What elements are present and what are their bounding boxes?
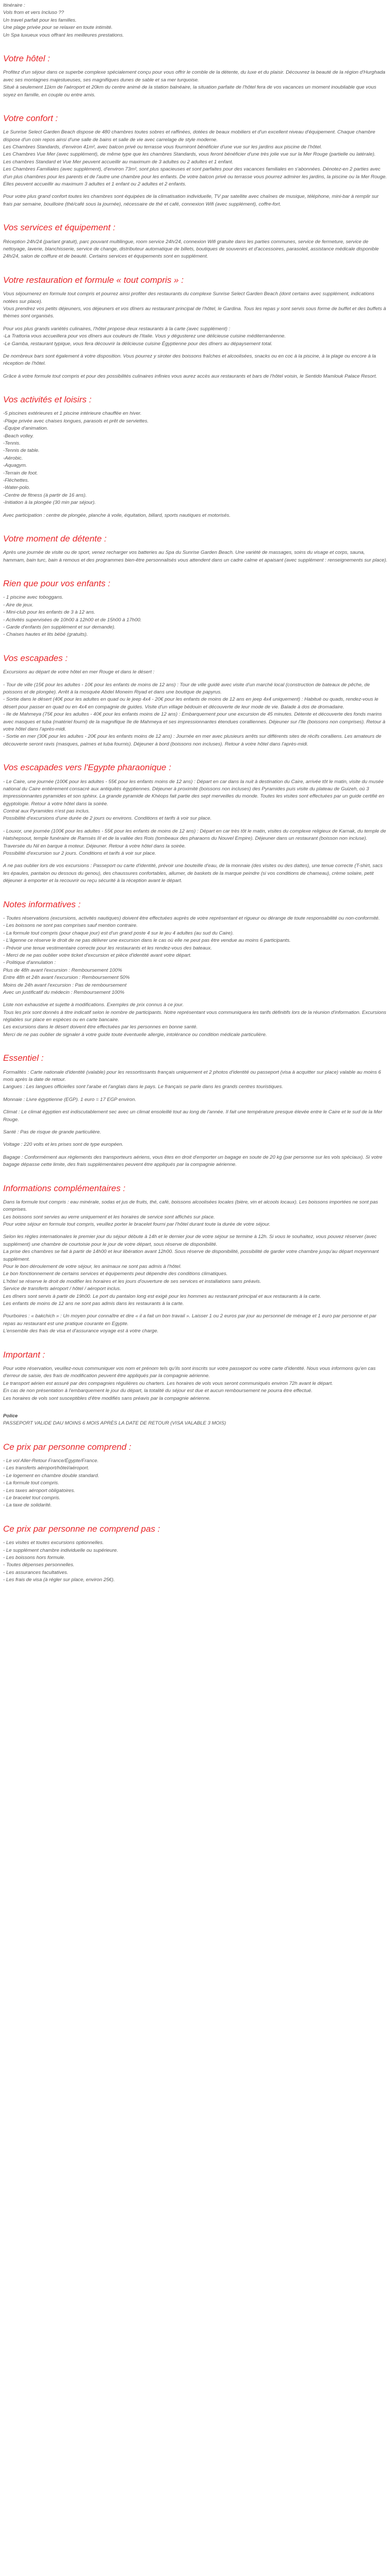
text-line: -Fléchettes. (3, 477, 29, 483)
text-line: Réception 24h/24 (parlant gratuit), parc pouvant multilingue, room service 24h/24, connexion Wifi gratuite dans les parties communes, service de fermeture, service de nettoyage, laverie, blanchisserie, service de change, distributeur automatique de billets, boutiques de souvenirs et d'accessoires, parasoleil, assistance médicale disponible 24h/24, salon de coiffure et de beauté. Certains services et équipements sont en supplément. (3, 239, 379, 260)
text-line: PASSEPORT VALIDE DAU MOINS 6 MOIS APRÈS LA DATE DE RETOUR (VISA VALABLE 3 MOIS) (3, 1420, 226, 1427)
text-line: - Sortie dans le désert (40€ pour les adultes en quad ou le jeep 4x4 - 20€ pour les enfants de moins de 12 ans en jeep 4x4 uniquement) : Habitué ou quads, rendez-vous le désert pour passer en quad ou en 4x4 en compagnie de guides. Visite d'un village bédouin et découverte de leur mode de vie. Balade à dos de dromadaire. (3, 697, 379, 710)
section-title: Votre confort : (3, 113, 58, 123)
paragraph (3, 1313, 388, 1335)
text-line: Les horaires de vols sont susceptibles d'être modifiés sans préavis par la compagnie aérienne. (3, 1395, 211, 1401)
text-line: Contrat aux Pyramides n'est pas inclus. (3, 808, 90, 815)
paragraph (3, 1069, 388, 1091)
text-line: - Les taxes aéroport obligatoires. (3, 1487, 75, 1494)
text-line: -Beach volley. (3, 433, 34, 439)
intro-line: Vols from et vers Incluso ?? (3, 10, 64, 16)
section-title: Important : (3, 1349, 45, 1360)
text-line: Service de transferts aéroport / hôtel / aéroport inclus. (3, 1286, 121, 1292)
text-line: En cas de non présentation à l'embarquement le jour du départ, la totalité du séjour est due et aucun remboursement ne pourra être effectué. (3, 1388, 313, 1394)
paragraph (3, 828, 388, 858)
text-line: -Water-polo. (3, 485, 30, 491)
text-line: La prise des chambres se fait à partir de 14h00 et leur libération avant 12h00. Sous réserve de disponibilité, possibilité de garder votre chambre jusqu'au départ moyennant supplément. (3, 1249, 379, 1262)
section-title: Votre moment de détente : (3, 533, 107, 544)
text-line: Pour votre séjour en formule tout compris, veuillez porter le bracelet fourni par l'hôtel durant toute la durée de votre séjour. (3, 1222, 271, 1228)
paragraph (3, 915, 388, 996)
text-line: Les Chambres Vue Mer (avec supplément), de même type que les chambres Standards, vous feront bénéficier d'une très jolie vue sur la Mer Rouge (partielle ou latérale). (3, 151, 376, 158)
paragraph (3, 410, 388, 506)
text-line: - Mini-club pour les enfants de 3 à 12 ans. (3, 609, 95, 616)
text-line: Avec un justificatif du médecin : Remboursement 100% (3, 989, 124, 995)
text-line: Les Chambres Standards, d'environ 41m², avec balcon privé ou terrasse vous fourniront bénéficier d'une vue sur les jardins aux piscine de l'hôtel. (3, 144, 322, 150)
paragraph (3, 1233, 388, 1308)
text-line: Les chambres Standard et Vue Mer peuvent accueillir au maximum de 3 adultes ou 2 adultes et 1 enfant. (3, 159, 234, 165)
text-line: -La Trattoria vous accueillera pour vos dîners aux couleurs de l'Italie. Vous y dégusterez une délicieuse cuisine méditerranéenne. (3, 333, 286, 340)
text-line: Dans la formule tout compris : eau minérale, sodas et jus de fruits, thé, café, boissons alcoolisées locales (bière, vin et alcools locaux). Les boissons importées ne sont pas comprises. (3, 1199, 378, 1213)
text-line: -5 piscines extérieures et 1 piscine intérieure chauffée en hiver. (3, 411, 142, 417)
paragraph (3, 1365, 388, 1402)
text-line: Liste non exhaustive et sujette à modifications. Exemples de prix connus à ce jour. (3, 1002, 184, 1008)
paragraph (3, 1154, 388, 1169)
section-title: Ce prix par personne ne comprend pas : (3, 1523, 160, 1534)
text-line: Possibilité d'excursion sur 2 jours. Conditions et tarifs à voir sur place. (3, 851, 156, 857)
section (3, 1413, 388, 1428)
text-line: Pour le bon déroulement de votre séjour, les animaux ne sont pas admis à l'hôtel. (3, 1264, 182, 1270)
section (3, 113, 388, 208)
text-line: - Le Caire, une journée (100€ pour les adultes - 55€ pour les enfants moins de 12 ans) : Départ en car dans la nuit à destination du Caire, arrivée tôt le matin, visite du musée national du Caire entièrement consacré aux antiquités égyptiennes. Déjeuner à proximité (boissons non incluses) des Pyramides puis visite du plateau de Guizeh, où 3 impressionnantes pyramides et son sphinx. La grande pyramide de Khéops fait partie des sept merveilles du monde. Toutes les visites sont effectuées par un guide certifié en égyptologie. Retour à votre hôtel dans la soirée. (3, 778, 384, 807)
text-line: - Toutes dépenses personnelles. (3, 1562, 75, 1568)
text-line: - Toutes réservations (excursions, activités nautiques) doivent être effectuées auprès de votre représentant et rigueur ou dérange de toute responsabilité ou non-conformité. (3, 915, 380, 921)
text-line: Bagage : Conformément aux règlements des transporteurs aériens, vous êtes en droit d'emporter un bagage en soute de 20 kg (par personne sur les vols spéciaux). Si votre bagage dépasse cette limite, des frais supplémentaires peuvent être appliqués par la compagnie aérienne. (3, 1154, 383, 1168)
text-line: Santé : Pas de risque de grande particulière. (3, 1129, 101, 1135)
paragraph (3, 669, 388, 676)
text-line: - La formule tout compris. (3, 1480, 59, 1486)
text-line: -Tennis. (3, 440, 21, 447)
text-line: Avec participation : centre de plongée, planche à voile, équitation, billard, sports nautiques et motorisés. (3, 512, 231, 518)
paragraph (3, 373, 388, 380)
text-line: Pour vos plus grands variétés culinaires, l'hôtel propose deux restaurants à la carte (avec supplément) : (3, 326, 231, 332)
text-line: - Les visites et toutes excursions optionnelles. (3, 1540, 104, 1546)
section (3, 1053, 388, 1168)
text-line: - Les boissons hors formule. (3, 1554, 66, 1561)
section (3, 900, 388, 1039)
text-line: - Le supplément chambre individuelle ou supérieure. (3, 1547, 118, 1553)
text-line: Les boissons sont servies au verre uniquement et les horaires de service sont affichés sur place. (3, 1214, 215, 1220)
section-title: Police (3, 1413, 18, 1419)
section-title: Vos escapades vers l'Egypte pharaonique : (3, 762, 171, 773)
text-line: - Prévoir une tenue vestimentaire correcte pour les restaurants et les rendez-vous des bateaux. (3, 945, 212, 951)
text-line: - Sortie en mer (30€ pour les adultes - 20€ pour les enfants moins de 12 ans) : Journée en mer avec plusieurs arrêts sur différents sites de récifs coralliens. Les amateurs de découverte seront ravis (masques, palmes et tuba fournis). Déjeuner à bord (boissons non incluses). Retour à votre hôtel dans l'après-midi. (3, 734, 382, 747)
text-line: - Activités supervisées de 10h00 à 12h00 et de 15h00 à 17h00. (3, 617, 142, 623)
paragraph (3, 291, 388, 320)
text-line: -Initiation à la plongée (30 min par séjour). (3, 500, 96, 506)
section-title: Vos services et équipement : (3, 223, 116, 233)
paragraph (3, 353, 388, 368)
paragraph (3, 862, 388, 885)
text-line: Les enfants de moins de 12 ans ne sont pas admis dans les restaurants à la carte. (3, 1301, 184, 1307)
text-line: - Louxor, une journée (100€ pour les adultes - 55€ pour les enfants de moins de 12 ans) : Départ en car très tôt le matin, visites du complexe religieux de Karnak, du temple de Hatshepsout, temple funéraire de Ramsès III et de la vallée des Rois (tombeaux des pharaons du Nouvel Empire). Déjeuner dans un restaurant (boisson non incluse). Traversée du Nil en barque à moteur. Déjeuner. Retour à votre hôtel dans la soirée. (3, 828, 386, 849)
section-title: Informations complémentaires : (3, 1183, 126, 1193)
intro (3, 2, 388, 39)
text-line: - Le logement en chambre double standard. (3, 1472, 100, 1479)
section (3, 54, 388, 99)
text-line: De nombreux bars sont également à votre disposition. Vous pourrez y siroter des boissons fraîches et alcoolisées, snacks ou en coc à la piscine, à la plage ou encore à la réception de l'hôtel. (3, 353, 376, 367)
text-line: Voltage : 220 volts et les prises sont de type européen. (3, 1142, 124, 1148)
text-line: -Le Gamba, restaurant typique, vous fera découvrir la délicieuse cuisine Égyptienne pour des dîners au dépaysement total. (3, 341, 273, 347)
paragraph (3, 193, 388, 208)
section (3, 534, 388, 564)
text-line: Les dîners sont servis à partir de 19h00. Le port du pantalon long est exigé pour les hommes au restaurant principal et aux restaurants à la carte. (3, 1293, 321, 1299)
section (3, 1183, 388, 1335)
text-line: Pour votre plus grand confort toutes les chambres sont équipées de la climatisation individuelle, TV par satellite avec chaînes de musique, téléphone, mini-bar à remplir sur frais par semaine, bouilloire (thé/café sous la journée), nécessaire de thé et café, connexion Wifi (avec supplément), coffre-fort. (3, 194, 379, 207)
text-line: Formalités : Carte nationale d'identité (valable) pour les ressortissants français uniquement et 2 photos d'identité ou passeport (visa à acquitter sur place) valable au moins 6 mois après la date de retour. (3, 1069, 381, 1083)
text-line: Le transport aérien est assuré par des compagnies régulières ou charters. Les horaires de vols vous seront communiqués environ 72h avant le départ. (3, 1380, 333, 1386)
text-line: Monnaie : Livre égyptienne (EGP). 1 euro = 17 EGP environ. (3, 1096, 137, 1103)
text-line: Après une journée de visite ou de sport, venez recharger vos batteries au Spa du Sunrise Garden Beach. Une variété de massages, soins du visage et corps, sauna, hammam, bain turc, bain à remous et des programmes bien-être personnalisés vous attendent dans un cadre calme et apaisant (avec supplément : renseignements sur place). (3, 550, 387, 563)
text-line: Moins de 24h avant l'excursion : Pas de remboursement (3, 982, 127, 988)
section-title: Notes informatives : (3, 899, 81, 909)
text-line: Plus de 48h avant l'excursion : Remboursement 100% (3, 967, 122, 973)
section-title: Ce prix par personne comprend : (3, 1442, 132, 1452)
section-title: Essentiel : (3, 1053, 44, 1063)
text-line: Les excursions dans le désert doivent être effectuées par les personnes en bonne santé. (3, 1024, 198, 1030)
text-line: Pourboires : « bakchich » : Un moyen pour connaître et dire « il a fait un bon travail ». Laisser 1 ou 2 euros par jour au personnel de ménage et 1 euro par personne et par repas au restaurant est une pratique courante en Egypte. (3, 1313, 377, 1327)
text-line: Merci de ne pas oublier de signaler à votre guide toute éventuelle allergie, intolérance ou condition médicale particulière. (3, 1031, 267, 1038)
text-line: - La taxe de solidarité. (3, 1502, 52, 1509)
text-line: Possibilité d'excursions d'une durée de 2 jours ou environs. Conditions et tarifs à voir sur place. (3, 816, 212, 822)
text-line: Climat : Le climat égyptien est indiscutablement sec avec un climat ensoleillé tout au long de l'année. Il fait une température presque élevée entre le Caire et le sud de la Mer Rouge. (3, 1109, 383, 1123)
intro-line: Un Spa luxueux vous offrant les meilleures prestations. (3, 32, 124, 38)
text-line: L'hôtel se réserve le droit de modifier les horaires et les jours d'ouverture de ses services et installations sans préavis. (3, 1278, 262, 1284)
paragraph (3, 326, 388, 348)
section-title: Votre hôtel : (3, 53, 51, 63)
text-line: L'ensemble des frais de visa et d'assurance voyage est à votre charge. (3, 1328, 159, 1334)
intro-line: Un travel parfait pour les familles. (3, 17, 77, 23)
paragraph (3, 594, 388, 638)
text-line: - Aire de jeux. (3, 602, 34, 608)
sections (3, 54, 388, 1584)
paragraph (3, 1458, 388, 1510)
section-title: Vos activités et loisirs : (3, 395, 92, 405)
text-line: - Chaises hautes et lits bébé (gratuits). (3, 632, 88, 638)
text-line: Selon les règles internationales le premier jour du séjour débute à 14h et le dernier jour de votre séjour se termine à 12h. Si vous le souhaitez, vous pouvez réserver (avec supplément) une chambre de courtoisie pour le jour de votre départ, sous réserve de disponibilité. (3, 1234, 377, 1247)
paragraph (3, 778, 388, 823)
paragraph (3, 129, 388, 188)
section (3, 395, 388, 519)
text-line: Tous les prix sont donnés à titre indicatif selon le nombre de participants. Notre représentant vous communiquera les tarifs définitifs lors de la réunion d'information. Excursions réglables sur place en espèces ou en carte bancaire. (3, 1009, 386, 1023)
section (3, 1350, 388, 1402)
text-line: -Centre de fitness (à partir de 16 ans). (3, 492, 87, 498)
paragraph (3, 1539, 388, 1584)
paragraph (3, 69, 388, 99)
text-line: Langues : Les langues officielles sont l'arabe et l'anglais dans le pays. Le français se parle dans les grands centres touristiques. (3, 1084, 283, 1090)
text-line: Le bon fonctionnement de certains services et équipements peut dépendre des conditions climatiques. (3, 1271, 228, 1277)
text-line: Grâce à votre formule tout compris et pour des possibilités culinaires infinies vous aurez accès aux restaurants et bars de l'hôtel voisin, le Sentido Mamlouk Palace Resort. (3, 373, 377, 379)
text-line: - Politique d'annulation : (3, 960, 56, 966)
text-line: - Les transferts aéroport/hôtel/aéroport. (3, 1465, 89, 1471)
text-line: Vous séjournerez en formule tout compris et pourrez ainsi profiter des restaurants du complexe Sunrise Select Garden Beach (dont certains avec supplément, indications notées sur place). (3, 291, 374, 304)
paragraph (3, 1002, 388, 1039)
text-line: Excursions au départ de votre hôtel en mer Rouge et dans le désert : (3, 669, 155, 675)
text-line: Les Chambres Familiales (avec supplément), d'environ 73m², sont plus spacieuses et sont parfaites pour des vacances familiales en s'abonnées. Dénotez-en 2 parties avec d'un plus chambres pour les parents et de l'autre une chambre pour les enfants. De votre balcon privé ou terrasse vous pourrez admirer les jardins, la piscine ou la Mer Rouge. Elles peuvent accueillir au maximum 3 adultes et 1 enfant ou 2 adultes et 2 enfants. (3, 166, 387, 188)
text-line: -Aquagym. (3, 463, 27, 469)
text-line: - Le vol Aller-Retour France/Égypte/France. (3, 1458, 99, 1464)
text-line: -Plage privée avec chaises longues, parasols et prêt de serviettes. (3, 418, 149, 424)
text-line: -Terrain de foot. (3, 470, 38, 476)
intro-line: Une plage privée pour se relaxer en toute intimité. (3, 25, 113, 31)
section (3, 1442, 388, 1510)
text-line: - 1 piscine avec toboggans. (3, 595, 63, 601)
section-title: Rien que pour vos enfants : (3, 579, 110, 589)
text-line: - Les boissons ne sont pas comprises sauf mention contraire. (3, 923, 138, 929)
paragraph (3, 1129, 388, 1136)
text-line: Le Sunrise Select Garden Beach dispose de 480 chambres toutes sobres et raffinées, dotées de beaux mobiliers et d'un excellent niveau d'équipement. Chaque chambre dispose d'un coin repos ainsi d'une salle de bains et salle de vie avec carrelage de style moderne. (3, 129, 376, 143)
text-line: -Équipe d'animation. (3, 426, 48, 432)
section-title: Vos escapades : (3, 653, 68, 663)
section (3, 275, 388, 380)
paragraph (3, 1199, 388, 1229)
text-line: - La formule tout compris (pour chaque jour) est d'un grand poste 4 sur le jeu 4 adultes (au sud du Caire). (3, 930, 234, 936)
text-line: Pour votre réservation, veuillez-nous communiquer vos nom et prénom tels qu'ils sont inscrits sur votre passeport ou votre carte d'identité. Nous vous informons qu'en cas d'erreur de saisie, des frais de modification peuvent être appliqués par la compagnie aérienne. (3, 1365, 376, 1379)
text-line: - Les frais de visa (à régler sur place, environ 25€). (3, 1577, 115, 1583)
section (3, 1524, 388, 1584)
text-line: -Tennis de table. (3, 448, 40, 454)
text-line: - Merci de ne pas oublier votre ticket d'excursion et pièce d'identité avant votre départ. (3, 952, 192, 958)
text-line: - Les assurances facultatives. (3, 1569, 69, 1575)
intro-line: Itinéraire : (3, 3, 25, 8)
text-line: -Aérobic. (3, 455, 23, 461)
section (3, 579, 388, 639)
text-line: Profitez d'un séjour dans ce superbe complexe spécialement conçu pour vous offrir le comble de la détente, du luxe et du plaisir. Découvrez la beauté de la région d'Hurghada avec ses montagnes majestueuses, ses magnifiques dunes de sable et sa mer turquoise. (3, 70, 385, 83)
section-title: Votre restauration et formule « tout compris » : (3, 275, 184, 285)
text-line: - Ile de Mahmeya (75€ pour les adultes - 40€ pour les enfants moins de 12 ans) : Embarquement pour une excursion de 45 minutes. Détente et découverte des fonds marins avec masques et tuba (matériel fourni) de la magnifique île de Mahmeya et ses impressionnantes étendues coralliennes. Déjeuner sur l'île (boissons non comprises). Retour à votre hôtel dans l'après-midi. (3, 711, 385, 732)
text-line: - L'âgenne ce réserve le droit de ne pas délivrer une excursion dans le cas où elle ne peut pas être vendue au moins 6 participants. (3, 938, 291, 944)
paragraph (3, 1420, 388, 1427)
text-line: - Garde d'enfants (en supplément et sur demande). (3, 624, 116, 631)
text-line: Situé à seulement 11km de l'aéroport et 20km du centre animé de la station balnéaire, la situation parfaite de l'hôtel fera de vos vacances un moment inoubliable que vous soyez en famille, en couple ou entre amis. (3, 84, 377, 98)
section (3, 223, 388, 261)
paragraph (3, 239, 388, 261)
paragraph (3, 1109, 388, 1124)
text-line: - Le bracelet tout compris. (3, 1495, 60, 1501)
paragraph (3, 512, 388, 519)
paragraph (3, 1141, 388, 1148)
text-line: Vous prendrez vos petits déjeuners, vos déjeuners et vos dîners au restaurant principal de l'hôtel, le Gardina. Tous les repas y sont servis sous forme de buffet et des buffets à thèmes sont organisés. (3, 306, 386, 319)
text-line: Entre 48h et 24h avant l'excursion : Remboursement 50% (3, 975, 130, 981)
paragraph (3, 549, 388, 564)
paragraph (3, 1096, 388, 1104)
text-line: A ne pas oublier lors de vos excursions : Passeport ou carte d'identité, prévoir une bouteille d'eau, de la monnaie (des visites ou des dattes), une tenue correcte (T-shirt, sacs les épaules, pantalon ou dessous du genou), des chaussures confortables, allumer, de baskets de la marque peindre (si vos conditions de chameau), crème solaire, petit déjeuner à emporter et la recouvrir ou reçu sécurité à la réception avant le départ. (3, 863, 383, 884)
section (3, 762, 388, 885)
text-line: - Tour de ville (15€ pour les adultes - 10€ pour les enfants de moins de 12 ans) : Tour de ville guidé avec visite d'un marché local (construction de bateaux de pêche, de poissons et de plongée). Arrêt à la mosquée Abdel Moneim Riyad et dans une boutique de papyrus. (3, 682, 370, 695)
paragraph (3, 682, 388, 749)
section (3, 653, 388, 748)
